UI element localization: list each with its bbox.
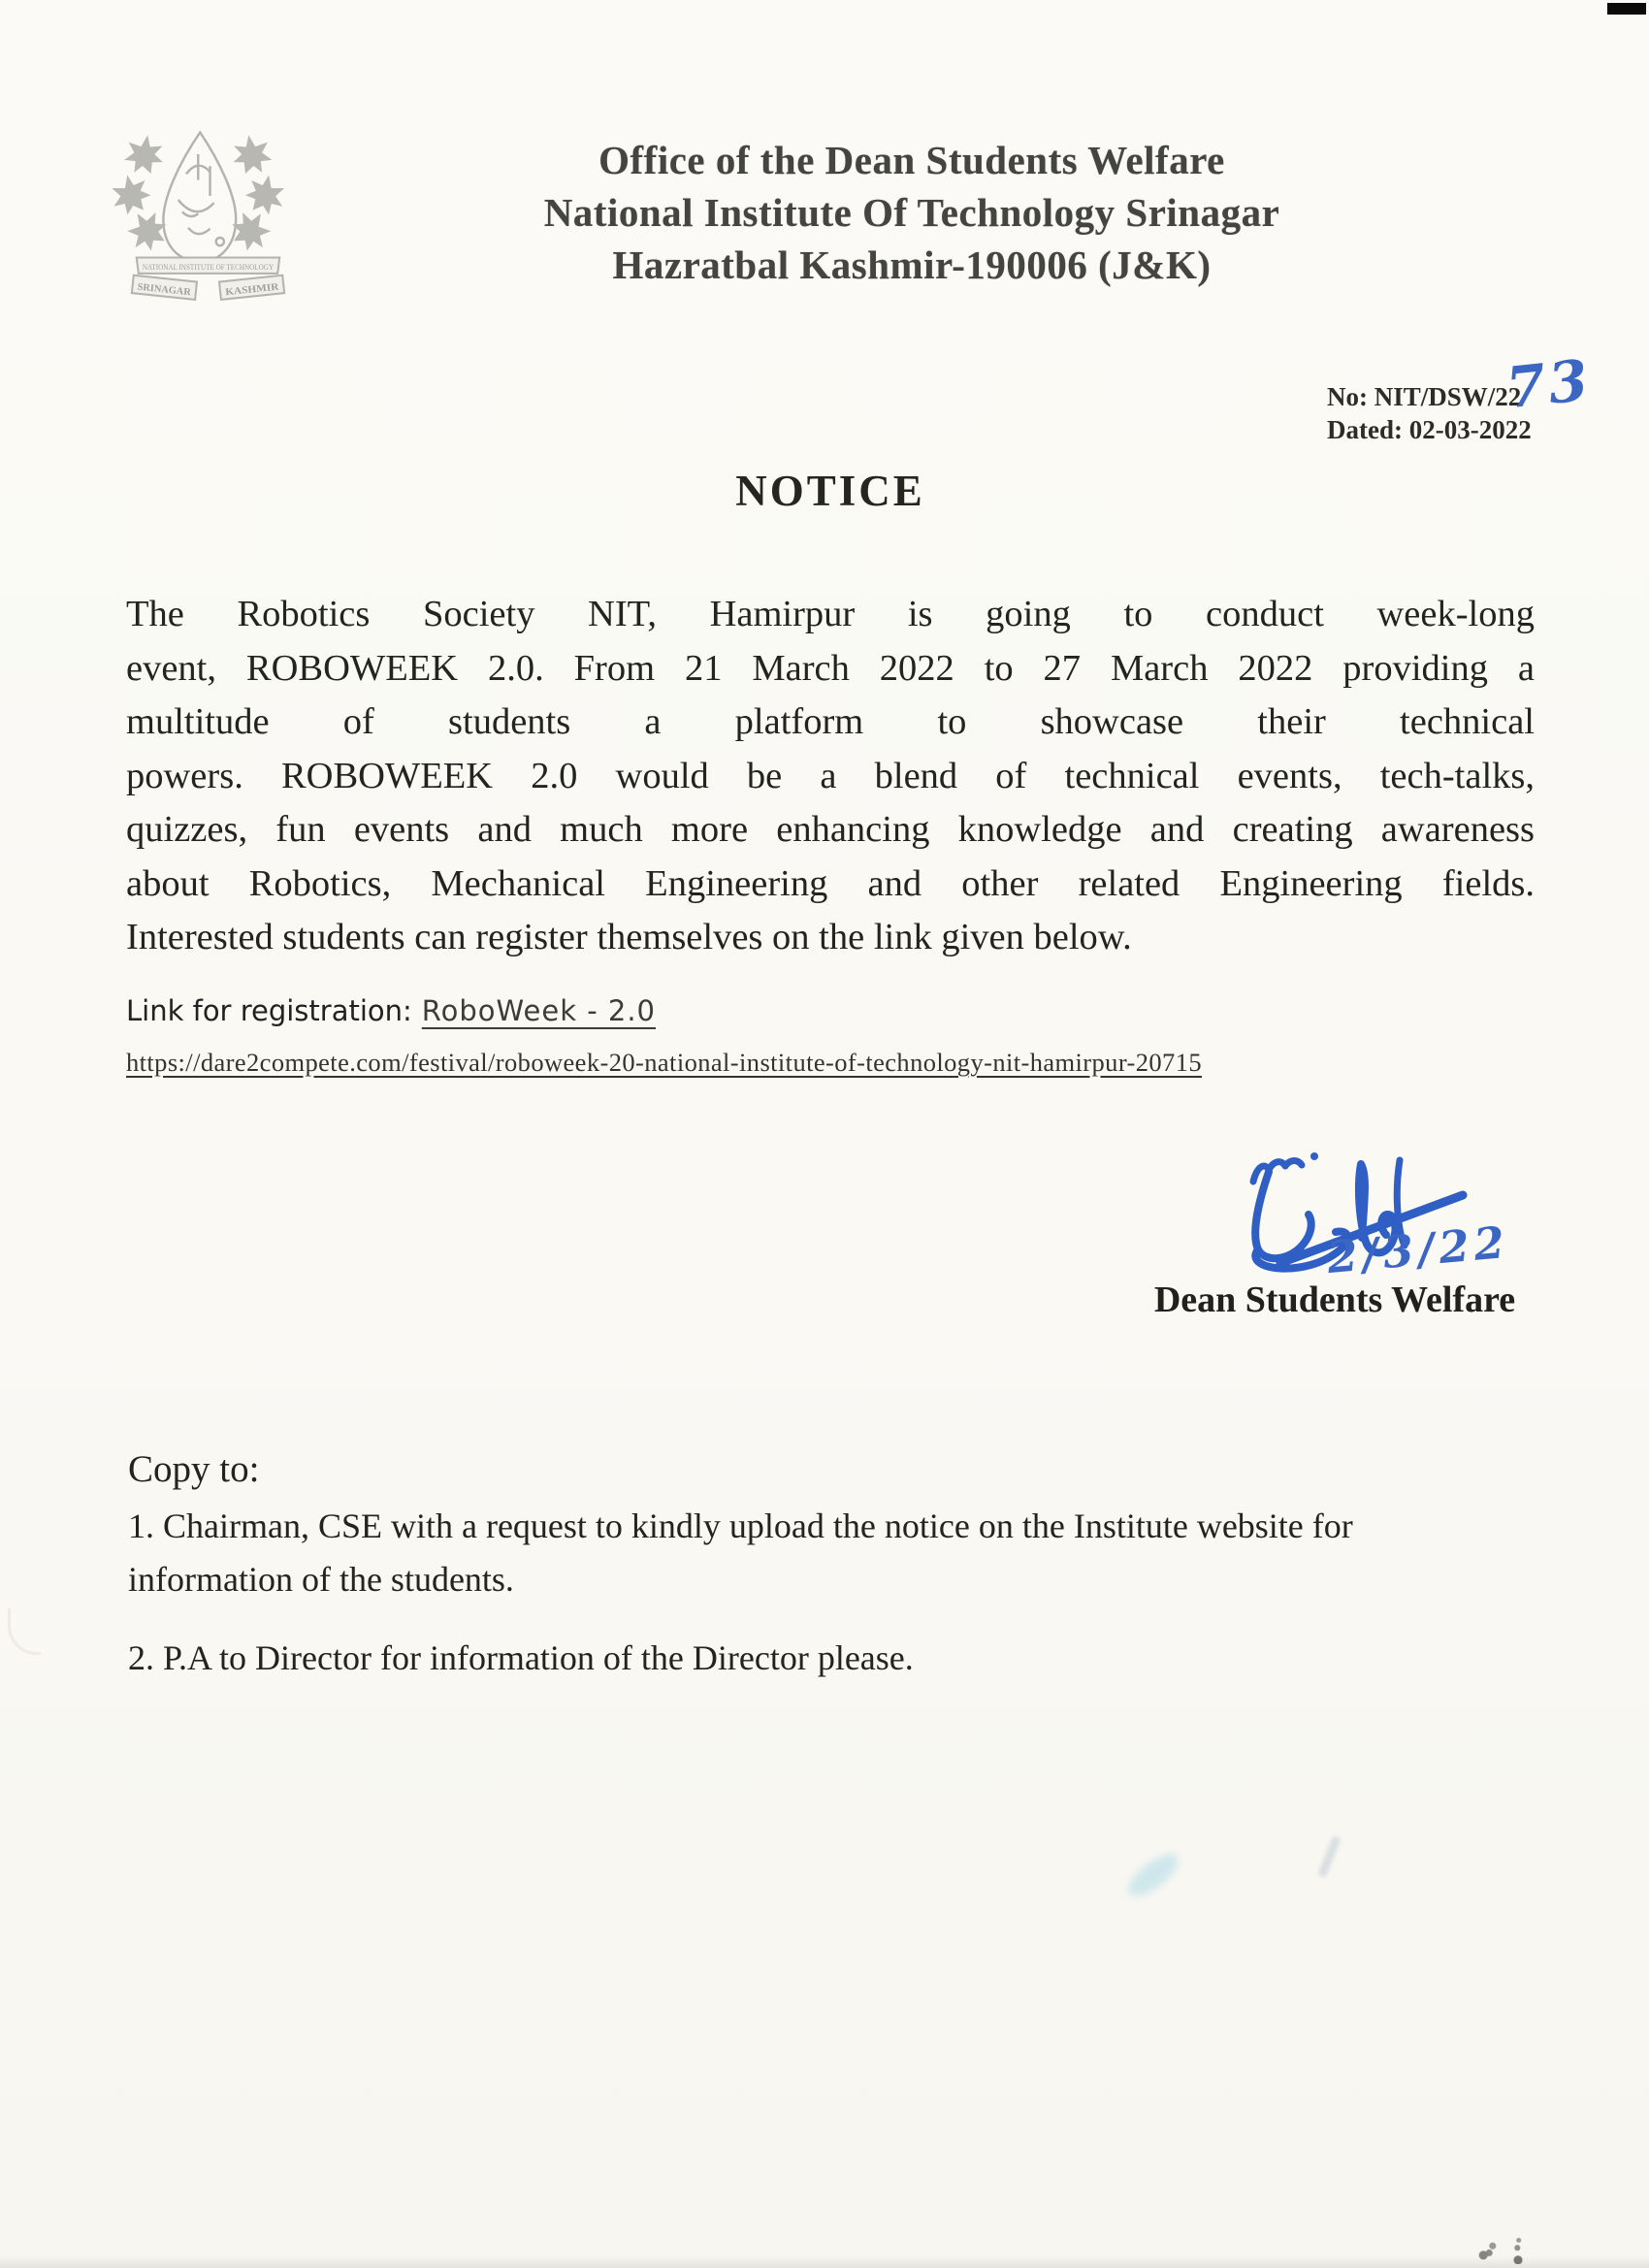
body-line: about Robotics, Mechanical Engineering and other related Engineering fields. — [126, 862, 1535, 904]
letterhead-address-line: Hazratbal Kashmir-190006 (J&K) — [612, 243, 1212, 287]
copy-item-1-line-1: 1. Chairman, CSE with a request to kindly upload the notice on the Institute website for — [128, 1507, 1353, 1545]
registration-link[interactable]: RoboWeek - 2.0 — [421, 994, 657, 1027]
nit-srinagar-logo — [109, 116, 307, 320]
handwritten-signature-date: 2/3/22 — [1325, 1215, 1512, 1284]
chinar-leaves — [109, 132, 292, 259]
calligraphy-teardrop — [163, 132, 236, 261]
copy-item-1-line-2: information of the students. — [128, 1560, 514, 1599]
reference-block — [1327, 380, 1532, 446]
signatory-designation: Dean Students Welfare — [1153, 1280, 1516, 1320]
scan-corner-artifact — [1607, 3, 1646, 15]
ink-smudge-artifact — [1317, 1835, 1342, 1878]
ink-smudge-artifact — [1122, 1847, 1185, 1904]
reference-date: Dated: 02-03-2022 — [1327, 415, 1532, 444]
letterhead-office-line: Office of the Dean Students Welfare — [598, 138, 1225, 182]
reference-number-label: No: NIT/DSW/22/ — [1327, 382, 1529, 411]
logo-banner-top-text: NATIONAL INSTITUTE OF TECHNOLOGY — [142, 262, 275, 272]
body-line: event, ROBOWEEK 2.0. From 21 March 2022 to 27 March 2022 providing a — [126, 647, 1535, 689]
handwritten-reference-number: 73 — [1503, 346, 1595, 422]
notice-body — [126, 588, 1535, 965]
logo-banners — [132, 257, 284, 299]
notice-title: NOTICE — [735, 467, 925, 515]
body-line: Interested students can register themselves on the link given below. — [126, 917, 1132, 957]
letterhead-institute-line: National Institute Of Technology Srinagar — [543, 190, 1280, 235]
letterhead — [466, 134, 1358, 291]
logo-banner-right-text: KASHMIR — [224, 282, 275, 299]
registration-line — [126, 994, 656, 1027]
body-line: quizzes, fun events and much more enhancing knowledge and creating awareness — [126, 809, 1535, 850]
paper-crease-artifact — [8, 1608, 41, 1655]
scan-edge-shadow — [0, 2256, 1649, 2268]
registration-url-link[interactable]: https://dare2compete.com/festival/roboweek-20-national-institute-of-technology-nit-hamirpur-20715 — [126, 1048, 1202, 1077]
body-line: multitude of students a platform to showcase their technical — [126, 701, 1535, 742]
body-line: powers. ROBOWEEK 2.0 would be a blend of technical events, tech-talks, — [126, 755, 1535, 796]
registration-label: Link for registration: — [126, 994, 412, 1027]
logo-banner-left-text: SRINAGAR — [137, 281, 191, 299]
copy-to-heading: Copy to: — [128, 1448, 260, 1490]
copy-item-2: 2. P.A to Director for information of the Director please. — [128, 1638, 914, 1677]
body-line: The Robotics Society NIT, Hamirpur is going to conduct week-long — [126, 594, 1535, 634]
